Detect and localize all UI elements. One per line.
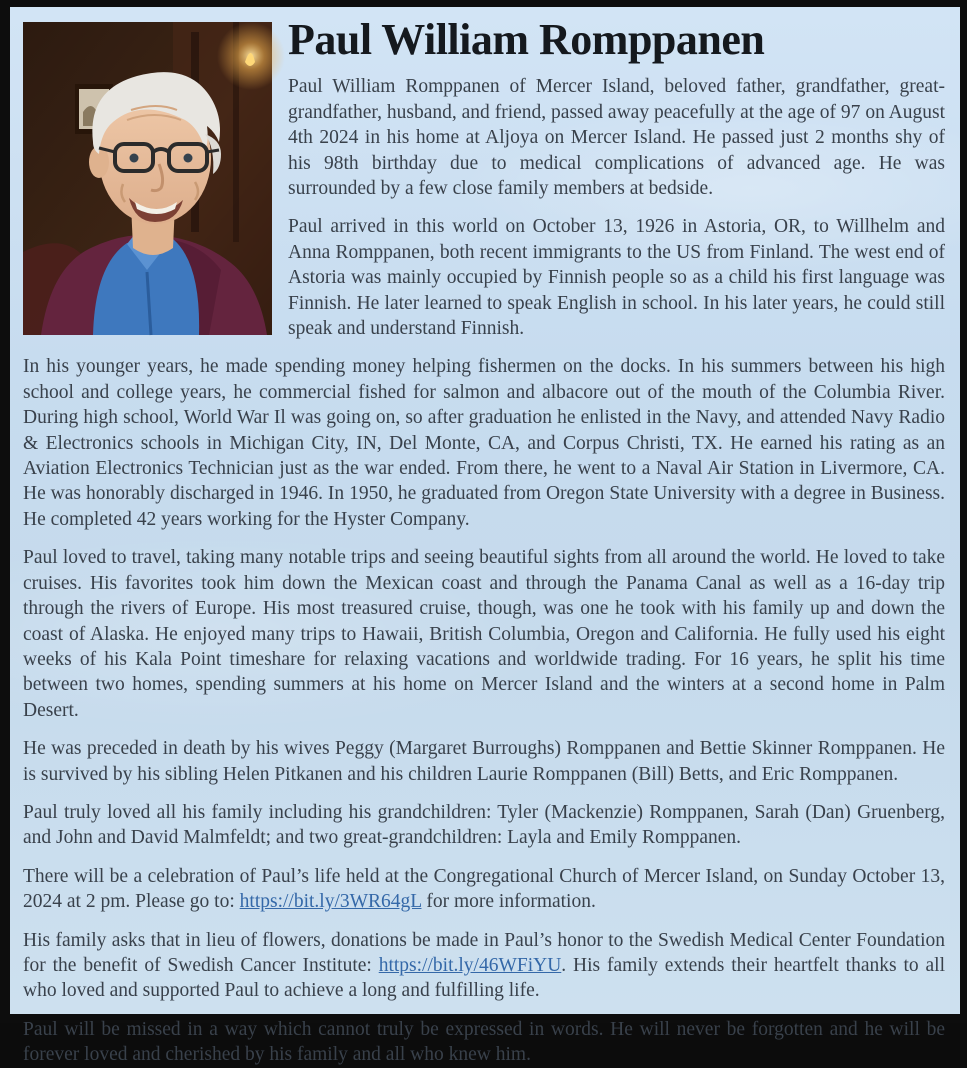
donations-text-post: . His family extends their heartfelt thanks to all who loved and supported Paul to achieve a long and fulfilling life. [23,954,945,1002]
paragraph-youth-career: In his younger years, he made spending money helping fishermen on the docks. In his summers between his high school and college years, he commercial fished for salmon and albacore out of the mouth of the Columbia River. During high school, World War Il was going on, so after graduation he enlisted in the Navy, and attended Navy Radio & Electronics schools in Michigan City, IN, Del Monte, CA, and Corpus Christi, TX. He earned his rating as an Aviation Electronics Technician just as the war ended. From there, he went to a Naval Air Station in Livermore, CA. He was honorably discharged in 1946. In 1950, he graduated from Oregon State University with a degree in Business. He completed 42 years working for the Hyster Company. [23,356,945,530]
paragraph-intro: Paul William Romppanen of Mercer Island, beloved father, grandfather, great-grandfather, husband, and friend, passed away peacefully at the age of 97 on August 4th 2024 in his home at Aljoya on Mercer Island. He passed just 2 months shy of his 98th birthday due to medical complications of advanced age. He was surrounded by a few close family members at bedside. [288,76,945,200]
paragraph-preceded-survived: He was preceded in death by his wives Peggy (Margaret Burroughs) Romppanen and Bettie Skinner Romppanen. He is survived by his sibling Helen Pitkanen and his children Laurie Romppanen (Bill) Betts, and Eric Romppanen. [23,738,945,785]
paragraph-travel: Paul loved to travel, taking many notable trips and seeing beautiful sights from all around the world. He loved to take cruises. His favorites took him down the Mexican coast and through the Panama Canal as well as a 16-day trip through the rivers of Europe. His most treasured cruise, though, was one he took with his family up and down the coast of Alaska. He enjoyed many trips to Hawaii, British Columbia, Oregon and California. He fully used his eight weeks of his Kala Point timeshare for relaxing vacations and worldwide trading. For 16 years, he split his time between two homes, spending summers at his home on Mercer Island and the winters at a second home in Palm Desert. [23,547,945,721]
donations-link[interactable]: https://bit.ly/46WFiYU [378,954,562,976]
portrait-photo [23,22,272,335]
paragraph-closing: Paul will be missed in a way which cannot truly be expressed in words. He will never be forgotten and he will be forever loved and cherished by his family and all who knew him. [23,1018,945,1066]
celebration-link[interactable]: https://bit.ly/3WR64gL [239,891,422,913]
portrait-illustration [23,22,272,335]
paragraph-donations [23,928,945,1004]
paragraph-celebration [23,864,945,915]
paragraph-grandchildren: Paul truly loved all his family including his grandchildren: Tyler (Mackenzie) Romppanen, Sarah (Dan) Gruenberg, and John and David Malmfeldt; and two great-grandchildren: Layla and Emily Romppanen. [23,801,945,849]
page-title: Paul William Romppanen [288,15,765,64]
paragraph-birth: Paul arrived in this world on October 13, 1926 in Astoria, OR, to Willhelm and Anna Romppanen, both recent immigrants to the US from Finland. The west end of Astoria was mainly occupied by Finnish people so as a child his first language was Finnish. He later learned to speak English in school. In his later years, he could still speak and understand Finnish. [288,216,945,340]
celebration-text-post: for more information. [421,891,596,913]
donations-text-pre: His family asks that in lieu of flowers, donations be made in Paul’s honor to the Swedish Medical Center Foundation for the benefit of Swedish Cancer Institute: [23,929,945,976]
celebration-text-pre: There will be a celebration of Paul’s life held at the Congregational Church of Mercer Island, on Sunday October 13, 2024 at 2 pm. Please go to: [23,865,945,913]
